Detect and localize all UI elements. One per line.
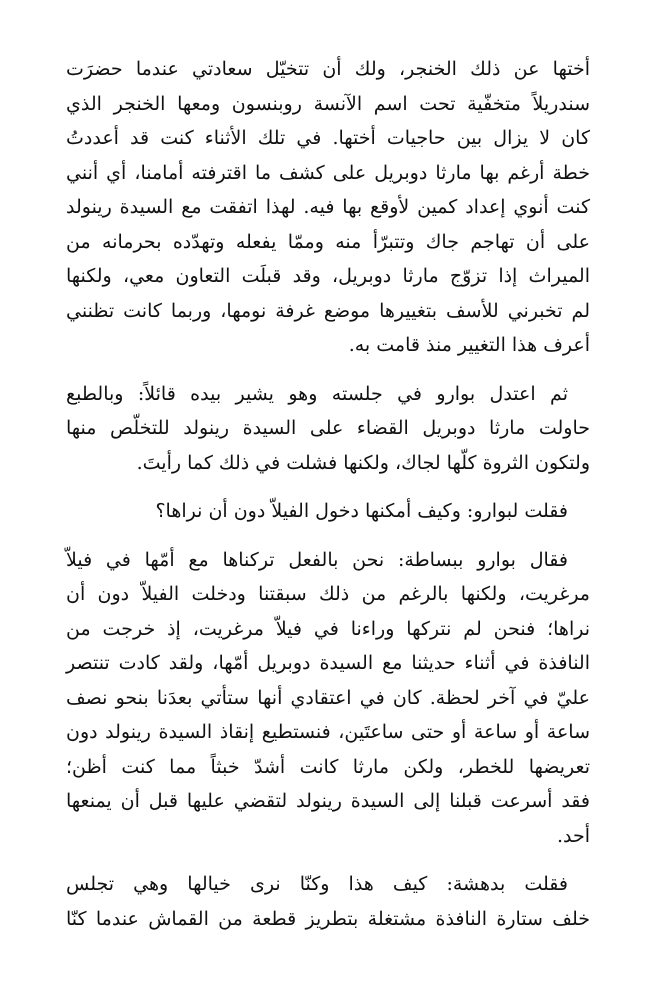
paragraph-2 (66, 377, 590, 481)
paragraph-gap (66, 480, 590, 494)
text-line: فقد أسرعت قبلنا إلى السيدة رينولد لتقضي عليها قبل أن يمنعها (66, 790, 590, 812)
text-line: نراها؛ فنحن لم نتركها وراءنا في فيلاّ مرغريت، إذ خرجت من (66, 617, 590, 640)
text-line: خطة أرغم بها مارثا دوبريل على كشف ما اقترفته أمامنا، أي أنني (66, 161, 590, 184)
text-line: ساعة أو ساعة أو حتى ساعتَين، فنستطيع إنقاذ السيدة رينولد دون (66, 721, 590, 743)
text-line: ثم اعتدل بوارو في جلسته وهو يشير بيده قائلاً: وبالطبع (66, 382, 568, 405)
text-line: على أن تهاجم جاك وتتبرّأ منه وممّا يفعله وتهدّده بحرمانه من (66, 230, 590, 253)
paragraph-5 (66, 867, 590, 936)
text-line: الميراث إذا تزوّج مارثا دوبريل، وقد قبلَت التعاون معي، ولكنها (66, 265, 590, 287)
text-line: كان لا يزال بين حاجيات أختها. في تلك الأثناء كنت قد أعددتُ (66, 127, 590, 149)
text-line: سندريلاً متخفّية تحت اسم الآنسة روبنسون ومعها الخنجر الذي (66, 92, 590, 115)
text-line: أعرف هذا التغيير منذ قامت به. (348, 334, 590, 356)
text-line: عليّ في آخر لحظة. كان في اعتقادي أنها ستأتي بعدَنا بنحو نصف (66, 686, 590, 709)
paragraph-gap (66, 363, 590, 377)
paragraph-4 (66, 543, 590, 854)
book-page (66, 52, 590, 936)
text-line: كنت أنوي إعداد كمين لأوقع بها فيه. لهذا اتفقت مع السيدة رينولد (66, 196, 590, 218)
paragraph-gap (66, 529, 590, 543)
text-line: خلف ستارة النافذة مشتغلة بتطريز قطعة من القماش عندما كنّا (66, 907, 590, 930)
paragraph-3 (66, 494, 590, 529)
text-line: أحد. (556, 824, 590, 847)
text-line: النافذة في أثناء حديثنا مع السيدة دوبريل أمّها، ولقد كادت تنتصر (66, 652, 590, 674)
text-line: لم تخبرني للأسف بتغييرها موضع غرفة نومها، وربما كانت تظنني (66, 299, 590, 322)
text-line: ولتكون الثروة كلّها لجاك، ولكنها فشلت في ذلك كما رأيتَ. (136, 451, 590, 474)
text-line: حاولت مارثا دوبريل القضاء على السيدة رينولد للتخلّص منها (66, 417, 590, 439)
text-line: فقلت بدهشة: كيف هذا وكنّا نرى خيالها وهي تجلس (66, 873, 568, 895)
text-line: أختها عن ذلك الخنجر، ولك أن تتخيّل سعادتي عندما حضرَت (66, 58, 590, 80)
paragraph-1 (66, 52, 590, 363)
text-line: تعريضها للخطر، ولكن مارثا كانت أشدّ خبثاً مما كنت أظن؛ (66, 755, 590, 778)
text-line: فقال بوارو ببساطة: نحن بالفعل تركناها مع أمّها في فيلاّ (66, 548, 568, 571)
text-line: فقلت لبوارو: وكيف أمكنها دخول الفيلاّ دون أن نراها؟ (155, 500, 568, 522)
paragraph-gap (66, 853, 590, 867)
text-line: مرغريت، ولكنها بالرغم من ذلك سبقتنا ودخلت الفيلاّ دون أن (66, 583, 590, 605)
